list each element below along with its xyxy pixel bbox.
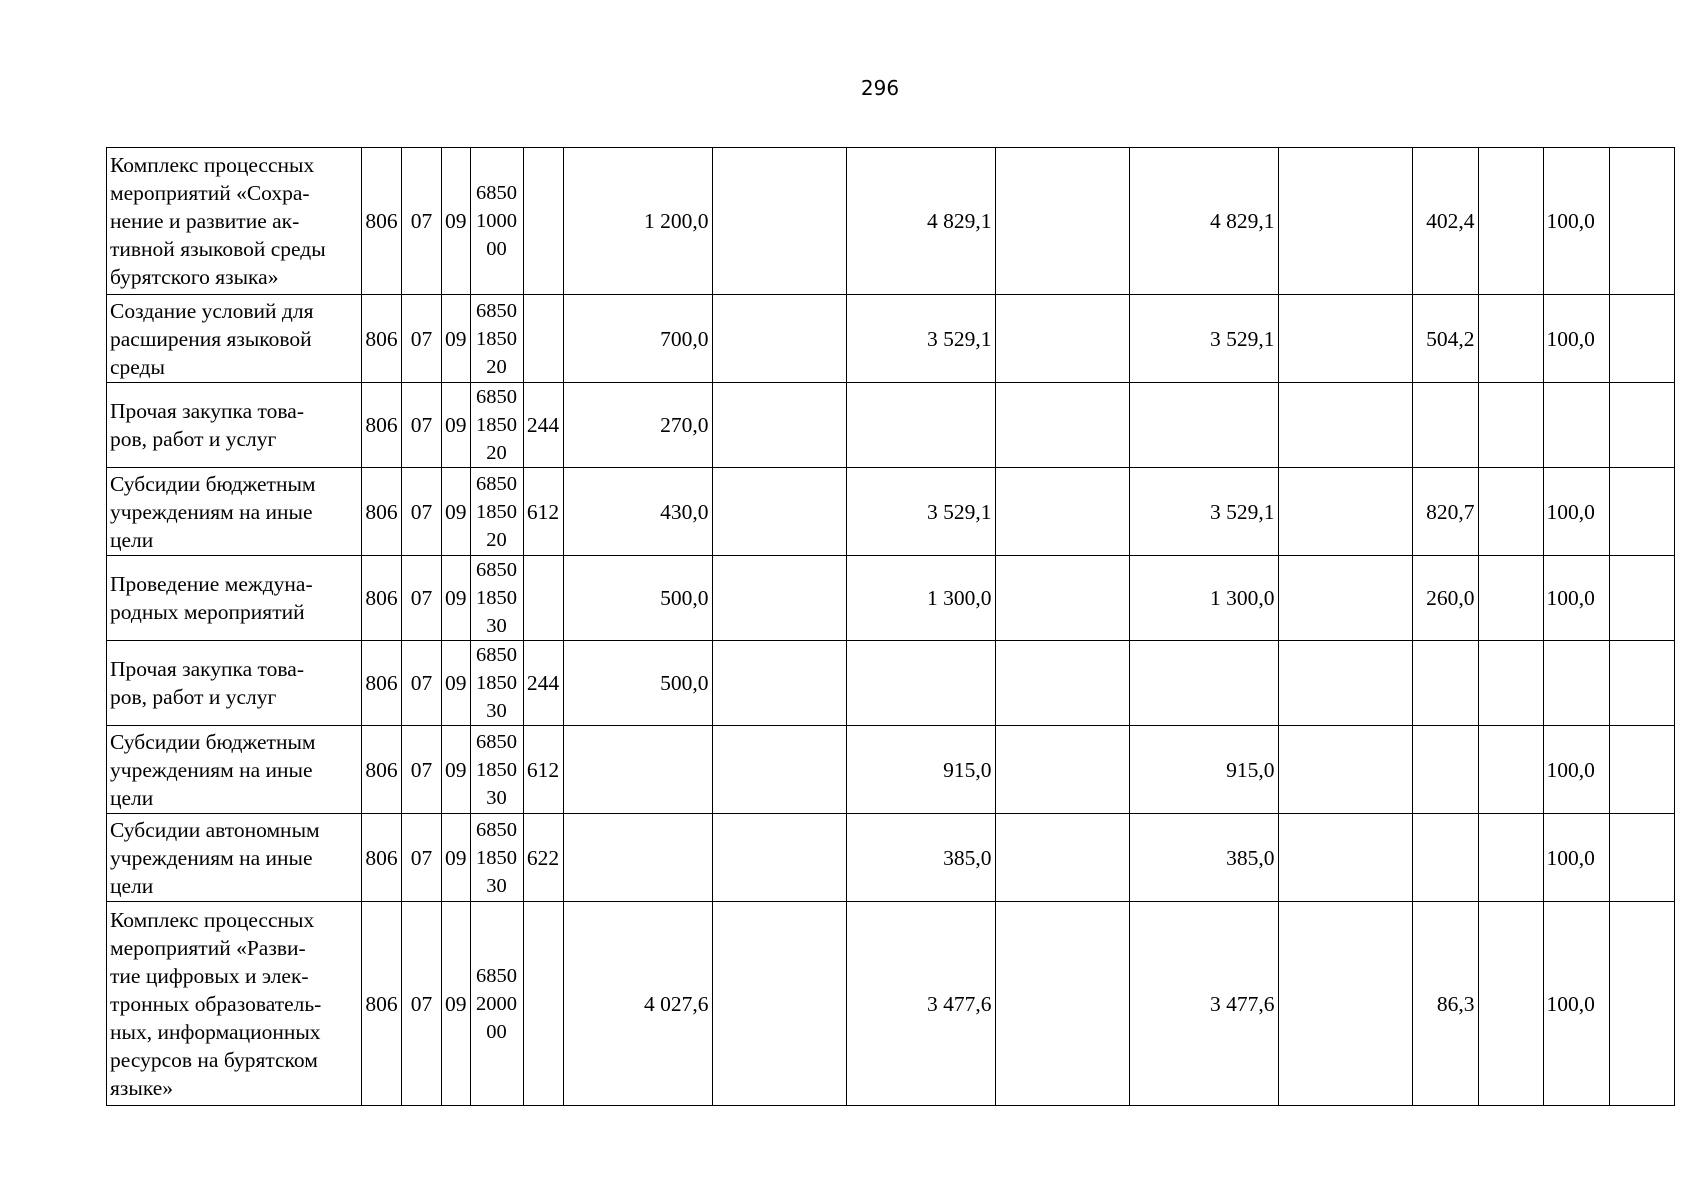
table-row (107, 383, 1675, 468)
row-name-cell (107, 726, 362, 814)
subsection-cell: 09 (442, 295, 471, 383)
percent-2-cell: 100,0 (1543, 556, 1609, 641)
section-cell: 07 (402, 148, 442, 295)
row-name-line: Прочая закупка това- (110, 399, 304, 423)
section-cell: 07 (402, 641, 442, 726)
target-article-part: 6850 (476, 818, 517, 841)
value-7-cell (1478, 641, 1543, 726)
target-article-part: 20 (486, 442, 507, 464)
table-row (107, 468, 1675, 556)
percent-1-cell (1412, 383, 1478, 468)
value-6-cell (1278, 148, 1412, 295)
percent-2-cell (1543, 383, 1609, 468)
value-4-cell (995, 641, 1129, 726)
row-name-line: тие цифровых и элек- (110, 963, 309, 988)
value-1-cell: 430,0 (563, 468, 712, 556)
target-article-part: 30 (486, 700, 507, 722)
target-article-cell (470, 148, 523, 295)
target-article-cell (470, 295, 523, 383)
value-4-cell (995, 468, 1129, 556)
target-article-part: 6850 (476, 472, 517, 495)
percent-2-cell: 100,0 (1543, 295, 1609, 383)
value-6-cell (1278, 468, 1412, 556)
expense-type-cell (523, 148, 563, 295)
row-name-line: среды (110, 354, 165, 379)
value-6-cell (1278, 295, 1412, 383)
value-7-cell (1478, 468, 1543, 556)
page-number: 296 (860, 76, 900, 100)
percent-2-cell: 100,0 (1543, 814, 1609, 902)
budget-table (106, 147, 1675, 1106)
target-article-part: 1850 (476, 414, 517, 436)
value-8-cell (1609, 148, 1674, 295)
row-name-line: Субсидии бюджетным (110, 729, 316, 754)
value-2-cell (712, 726, 846, 814)
value-4-cell (995, 726, 1129, 814)
target-article-part: 1850 (476, 587, 517, 609)
row-name-line: мероприятий «Сохра- (110, 181, 310, 205)
subsection-cell: 09 (442, 902, 471, 1106)
value-2-cell (712, 383, 846, 468)
value-2-cell (712, 556, 846, 641)
value-2-cell (712, 148, 846, 295)
value-6-cell (1278, 902, 1412, 1106)
row-name-line: тронных образователь- (110, 991, 322, 1016)
grbs-cell: 806 (362, 726, 402, 814)
target-article-part: 30 (486, 786, 507, 809)
value-2-cell (712, 295, 846, 383)
section-cell: 07 (402, 902, 442, 1106)
target-article-part: 1850 (476, 327, 517, 350)
target-article-part: 6850 (476, 730, 517, 753)
subsection-cell: 09 (442, 383, 471, 468)
grbs-cell: 806 (362, 641, 402, 726)
value-4-cell (995, 814, 1129, 902)
value-7-cell (1478, 383, 1543, 468)
row-name-line: учреждениям на иные (110, 499, 313, 524)
expense-type-cell (523, 902, 563, 1106)
row-name-line: учреждениям на иные (110, 757, 313, 782)
value-4-cell (995, 295, 1129, 383)
value-2-cell (712, 814, 846, 902)
target-article-cell (470, 468, 523, 556)
value-3-cell (846, 383, 995, 468)
grbs-cell: 806 (362, 295, 402, 383)
table-row (107, 814, 1675, 902)
table-row (107, 726, 1675, 814)
target-article-part: 1850 (476, 846, 517, 869)
target-article-part: 6850 (476, 644, 517, 666)
grbs-cell: 806 (362, 148, 402, 295)
section-cell: 07 (402, 814, 442, 902)
value-7-cell (1478, 902, 1543, 1106)
percent-1-cell: 86,3 (1412, 902, 1478, 1106)
value-5-cell: 3 529,1 (1129, 468, 1278, 556)
expense-type-cell (523, 295, 563, 383)
target-article-part: 1850 (476, 672, 517, 694)
percent-2-cell: 100,0 (1543, 902, 1609, 1106)
target-article-part: 00 (486, 1020, 507, 1043)
row-name-line: ров, работ и услуг (110, 685, 277, 709)
percent-2-cell: 100,0 (1543, 726, 1609, 814)
row-name-line: тивной языковой среды (110, 237, 326, 261)
row-name-line: Комплекс процессных (110, 907, 315, 932)
target-article-cell (470, 902, 523, 1106)
row-name-line: бурятского языка» (110, 265, 279, 289)
grbs-cell: 806 (362, 468, 402, 556)
value-7-cell (1478, 726, 1543, 814)
percent-1-cell: 402,4 (1412, 148, 1478, 295)
percent-2-cell: 100,0 (1543, 148, 1609, 295)
percent-1-cell: 504,2 (1412, 295, 1478, 383)
subsection-cell: 09 (442, 148, 471, 295)
table-body (107, 148, 1675, 1106)
value-6-cell (1278, 814, 1412, 902)
row-name-line: цели (110, 785, 154, 810)
table-row (107, 641, 1675, 726)
target-article-part: 20 (486, 528, 507, 551)
target-article-part: 00 (486, 238, 507, 260)
row-name-cell (107, 641, 362, 726)
row-name-cell (107, 814, 362, 902)
value-7-cell (1478, 148, 1543, 295)
target-article-part: 20 (486, 355, 507, 378)
section-cell: 07 (402, 468, 442, 556)
value-1-cell: 4 027,6 (563, 902, 712, 1106)
value-1-cell (563, 814, 712, 902)
value-3-cell: 3 529,1 (846, 295, 995, 383)
value-8-cell (1609, 468, 1674, 556)
row-name-cell (107, 295, 362, 383)
value-4-cell (995, 556, 1129, 641)
value-3-cell (846, 641, 995, 726)
target-article-cell (470, 641, 523, 726)
row-name-line: Создание условий для (110, 298, 314, 323)
subsection-cell: 09 (442, 641, 471, 726)
row-name-line: Прочая закупка това- (110, 657, 304, 681)
table-row (107, 295, 1675, 383)
expense-type-cell: 244 (523, 383, 563, 468)
value-8-cell (1609, 295, 1674, 383)
expense-type-cell: 612 (523, 468, 563, 556)
subsection-cell: 09 (442, 726, 471, 814)
value-6-cell (1278, 383, 1412, 468)
grbs-cell: 806 (362, 556, 402, 641)
value-3-cell: 4 829,1 (846, 148, 995, 295)
value-8-cell (1609, 902, 1674, 1106)
value-5-cell: 3 529,1 (1129, 295, 1278, 383)
value-5-cell: 915,0 (1129, 726, 1278, 814)
section-cell: 07 (402, 556, 442, 641)
row-name-cell (107, 468, 362, 556)
section-cell: 07 (402, 726, 442, 814)
target-article-cell (470, 726, 523, 814)
value-4-cell (995, 902, 1129, 1106)
row-name-line: ров, работ и услуг (110, 427, 277, 451)
table-row (107, 556, 1675, 641)
target-article-part: 1850 (476, 758, 517, 781)
percent-1-cell (1412, 814, 1478, 902)
row-name-line: Комплекс процессных (110, 153, 315, 177)
target-article-part: 6850 (476, 559, 517, 581)
row-name-line: Субсидии автономным (110, 817, 320, 842)
target-article-part: 30 (486, 615, 507, 637)
target-article-part: 6850 (476, 386, 517, 408)
value-3-cell: 1 300,0 (846, 556, 995, 641)
row-name-line: нение и развитие ак- (110, 209, 300, 233)
value-5-cell: 1 300,0 (1129, 556, 1278, 641)
section-cell: 07 (402, 295, 442, 383)
percent-1-cell: 820,7 (1412, 468, 1478, 556)
row-name-cell (107, 383, 362, 468)
value-1-cell: 700,0 (563, 295, 712, 383)
value-5-cell (1129, 641, 1278, 726)
section-cell: 07 (402, 383, 442, 468)
percent-2-cell: 100,0 (1543, 468, 1609, 556)
value-2-cell (712, 902, 846, 1106)
value-4-cell (995, 148, 1129, 295)
value-2-cell (712, 468, 846, 556)
value-1-cell: 500,0 (563, 641, 712, 726)
value-8-cell (1609, 641, 1674, 726)
row-name-line: цели (110, 527, 154, 552)
target-article-part: 30 (486, 874, 507, 897)
subsection-cell: 09 (442, 814, 471, 902)
value-5-cell: 4 829,1 (1129, 148, 1278, 295)
target-article-part: 2000 (476, 992, 517, 1015)
row-name-line: цели (110, 873, 154, 898)
value-2-cell (712, 641, 846, 726)
value-5-cell: 385,0 (1129, 814, 1278, 902)
value-6-cell (1278, 641, 1412, 726)
expense-type-cell: 244 (523, 641, 563, 726)
percent-2-cell (1543, 641, 1609, 726)
row-name-line: Субсидии бюджетным (110, 471, 316, 496)
value-8-cell (1609, 814, 1674, 902)
subsection-cell: 09 (442, 556, 471, 641)
target-article-part: 1850 (476, 500, 517, 523)
value-1-cell (563, 726, 712, 814)
value-6-cell (1278, 556, 1412, 641)
percent-1-cell (1412, 641, 1478, 726)
value-5-cell (1129, 383, 1278, 468)
row-name-line: Проведение междуна- (110, 572, 313, 596)
target-article-part: 1000 (476, 210, 517, 232)
target-article-cell (470, 814, 523, 902)
value-7-cell (1478, 814, 1543, 902)
row-name-line: ных, информационных (110, 1019, 321, 1044)
row-name-cell (107, 902, 362, 1106)
value-3-cell: 3 529,1 (846, 468, 995, 556)
target-article-cell (470, 383, 523, 468)
row-name-cell (107, 556, 362, 641)
percent-1-cell (1412, 726, 1478, 814)
expense-type-cell (523, 556, 563, 641)
row-name-line: языке» (110, 1075, 174, 1100)
value-7-cell (1478, 556, 1543, 641)
expense-type-cell: 622 (523, 814, 563, 902)
target-article-part: 6850 (476, 964, 517, 987)
target-article-part: 6850 (476, 182, 517, 204)
value-1-cell: 500,0 (563, 556, 712, 641)
value-6-cell (1278, 726, 1412, 814)
row-name-line: расширения языковой (110, 326, 312, 351)
table-row (107, 148, 1675, 295)
grbs-cell: 806 (362, 383, 402, 468)
subsection-cell: 09 (442, 468, 471, 556)
row-name-cell (107, 148, 362, 295)
value-5-cell: 3 477,6 (1129, 902, 1278, 1106)
value-8-cell (1609, 726, 1674, 814)
grbs-cell: 806 (362, 814, 402, 902)
value-8-cell (1609, 383, 1674, 468)
percent-1-cell: 260,0 (1412, 556, 1478, 641)
table-row (107, 902, 1675, 1106)
target-article-cell (470, 556, 523, 641)
target-article-part: 6850 (476, 299, 517, 322)
grbs-cell: 806 (362, 902, 402, 1106)
row-name-line: ресурсов на бурятском (110, 1047, 318, 1072)
value-7-cell (1478, 295, 1543, 383)
value-3-cell: 915,0 (846, 726, 995, 814)
value-1-cell: 270,0 (563, 383, 712, 468)
value-3-cell: 385,0 (846, 814, 995, 902)
expense-type-cell: 612 (523, 726, 563, 814)
row-name-line: учреждениям на иные (110, 845, 313, 870)
value-4-cell (995, 383, 1129, 468)
value-3-cell: 3 477,6 (846, 902, 995, 1106)
value-8-cell (1609, 556, 1674, 641)
row-name-line: родных мероприятий (110, 600, 305, 624)
row-name-line: мероприятий «Разви- (110, 935, 306, 960)
value-1-cell: 1 200,0 (563, 148, 712, 295)
